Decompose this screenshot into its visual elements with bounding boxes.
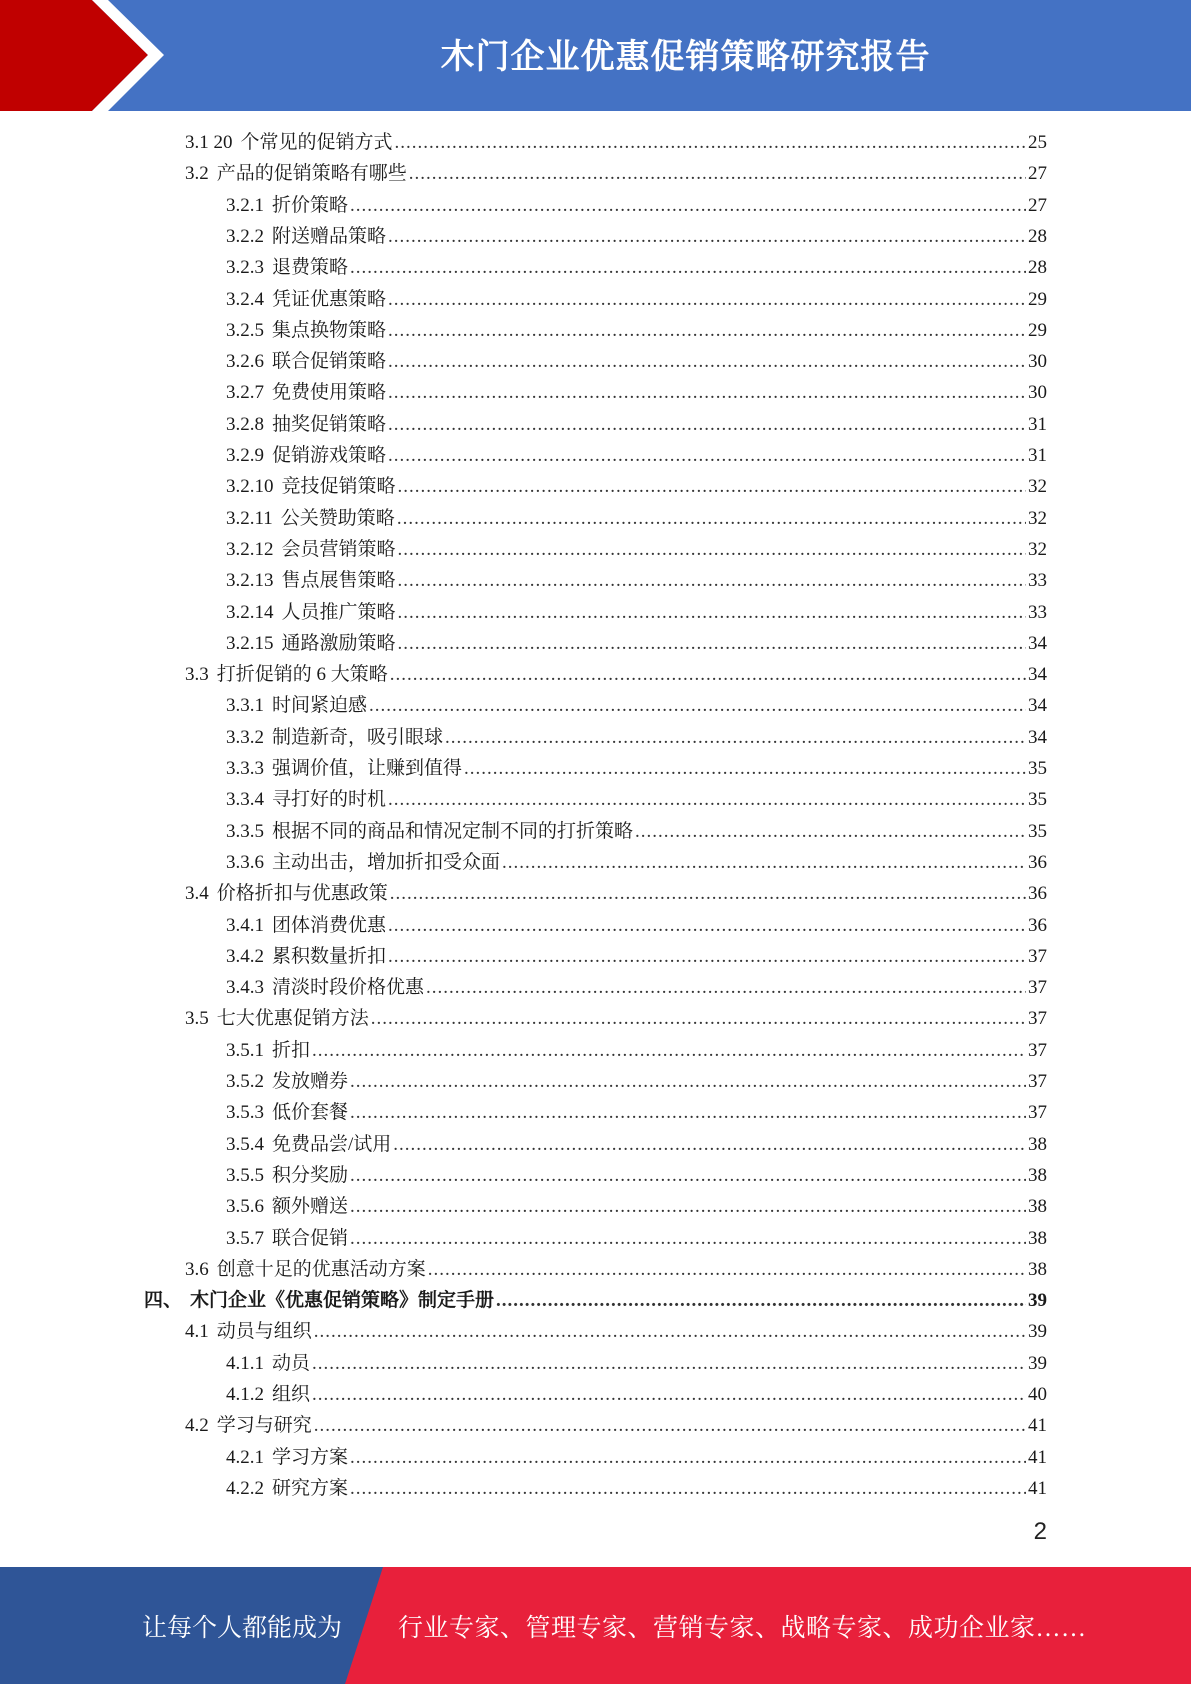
toc-entry-page: 35 (1028, 820, 1047, 842)
toc-dot-leader (350, 1191, 1026, 1222)
toc-entry-number: 4.2.1 (226, 1446, 264, 1468)
toc-entry[interactable] (226, 941, 1047, 972)
toc-entry-title: 主动出击，增加折扣受众面 (272, 851, 501, 873)
toc-entry-page: 36 (1028, 883, 1047, 905)
toc-entry-page: 41 (1028, 1415, 1047, 1437)
toc-entry-number: 3.5.3 (226, 1102, 264, 1124)
toc-entry-page: 41 (1028, 1446, 1047, 1468)
toc-dot-leader (314, 1316, 1026, 1347)
toc-entry-number: 4.1.2 (226, 1384, 264, 1405)
toc-entry-page: 37 (1028, 1039, 1047, 1061)
toc-entry-number: 3.4.2 (226, 945, 264, 967)
toc-dot-leader (312, 1379, 1026, 1410)
toc-entry[interactable] (226, 847, 1047, 878)
toc-entry[interactable] (226, 1066, 1047, 1097)
toc-dot-leader (388, 284, 1026, 315)
toc-dot-leader (388, 409, 1026, 440)
toc-entry-number: 3.5.6 (226, 1196, 264, 1218)
toc-entry-page: 38 (1028, 1133, 1047, 1155)
toc-entry-title: 联合促销 (272, 1227, 349, 1249)
toc-entry[interactable] (226, 597, 1047, 628)
toc-dot-leader (388, 221, 1026, 252)
toc-entry-page: 37 (1028, 1071, 1047, 1092)
toc-entry-number: 4.2.2 (226, 1477, 264, 1499)
toc-entry-title: 七大优惠促销方法 (216, 1008, 369, 1030)
toc-entry[interactable] (226, 1097, 1047, 1128)
toc-dot-leader (369, 690, 1026, 721)
toc-entry-title: 动员与组织 (216, 1321, 312, 1343)
toc-entry-page: 32 (1028, 476, 1047, 498)
toc-entry-number: 3.2.11 (226, 507, 273, 529)
toc-dot-leader (390, 659, 1026, 690)
toc-entry-page: 30 (1028, 351, 1047, 373)
toc-entry-title: 退费策略 (272, 257, 349, 279)
toc-entry[interactable] (226, 753, 1047, 784)
toc-entry-page: 41 (1028, 1477, 1047, 1499)
toc-entry[interactable] (185, 158, 1047, 189)
toc-dot-leader (314, 1410, 1026, 1441)
toc-entry-page: 27 (1028, 163, 1047, 185)
toc-dot-leader (350, 1097, 1026, 1128)
toc-dot-leader (397, 503, 1026, 534)
toc-entry-number: 3.2.8 (226, 413, 264, 435)
toc-entry-title: 寻打好的时机 (272, 789, 387, 811)
toc-entry-page: 33 (1028, 601, 1047, 623)
page-number: 2 (1033, 1518, 1047, 1545)
toc-entry[interactable] (226, 1379, 1047, 1410)
toc-entry-page: 25 (1028, 132, 1047, 153)
toc-dot-leader (371, 1003, 1026, 1034)
toc-entry-number: 3.2.12 (226, 538, 274, 560)
toc-entry-page: 31 (1028, 413, 1047, 435)
toc-entry[interactable] (226, 409, 1047, 440)
toc-entry[interactable] (226, 565, 1047, 596)
toc-entry[interactable] (144, 1285, 1047, 1316)
toc-entry-title: 附送赠品策略 (272, 225, 387, 247)
toc-entry-title: 组织 (272, 1384, 311, 1405)
toc-entry[interactable] (185, 1254, 1047, 1285)
toc-entry-number: 3.3 (185, 664, 209, 686)
toc-entry-title: 积分奖励 (272, 1164, 349, 1186)
toc-entry-title: 价格折扣与优惠政策 (216, 883, 388, 905)
toc-entry-page: 37 (1028, 977, 1047, 999)
toc-dot-leader (398, 565, 1026, 596)
toc-entry-title: 木门企业《优惠促销策略》制定手册 (190, 1290, 495, 1312)
footer-slogan-right: 行业专家、管理专家、营销专家、战略专家、成功企业家…… (398, 1614, 1087, 1642)
toc-entry[interactable] (226, 440, 1047, 471)
toc-dot-leader (350, 252, 1026, 283)
toc-entry[interactable] (226, 1191, 1047, 1222)
toc-entry[interactable] (226, 284, 1047, 315)
toc-dot-leader (350, 1066, 1026, 1097)
toc-dot-leader (388, 941, 1026, 972)
toc-entry[interactable] (226, 221, 1047, 252)
toc-entry-number: 3.3.6 (226, 851, 264, 873)
toc-entry-title: 联合促销策略 (272, 351, 387, 373)
toc-entry-title: 发放赠券 (272, 1071, 349, 1092)
toc-entry-number: 3.2.6 (226, 351, 264, 373)
toc-dot-leader (428, 1254, 1026, 1285)
toc-entry-number: 3.3.3 (226, 758, 264, 779)
toc-entry-number: 3.3.5 (226, 820, 264, 842)
toc-entry-title: 集点换物策略 (272, 319, 387, 341)
toc-entry-number: 3.2.2 (226, 225, 264, 247)
toc-entry-number: 四、 (144, 1290, 183, 1312)
toc-dot-leader (496, 1285, 1026, 1316)
toc-entry-page: 30 (1028, 382, 1047, 404)
toc-dot-leader (350, 1223, 1026, 1254)
toc-entry-number: 3.6 (185, 1258, 209, 1280)
toc-entry-page: 38 (1028, 1227, 1047, 1249)
toc-dot-leader (388, 784, 1026, 815)
toc-entry-page: 32 (1028, 538, 1047, 560)
toc-entry-number: 3.3.2 (226, 726, 264, 748)
toc-entry-number: 3.2.7 (226, 382, 264, 404)
toc-entry-title: 免费品尝/试用 (272, 1133, 392, 1155)
toc-dot-leader (388, 377, 1026, 408)
toc-entry-title: 人员推广策略 (281, 601, 396, 623)
toc-entry-number: 3.5 (185, 1008, 209, 1030)
toc-dot-leader (312, 1035, 1026, 1066)
toc-dot-leader (409, 158, 1026, 189)
toc-dot-leader (350, 1473, 1026, 1504)
toc-entry-title: 抽奖促销策略 (272, 413, 387, 435)
toc-entry-page: 33 (1028, 570, 1047, 592)
toc-entry-page: 37 (1028, 1102, 1047, 1124)
toc-entry[interactable] (226, 503, 1047, 534)
toc-entry-page: 35 (1028, 758, 1047, 779)
toc-entry-title: 免费使用策略 (272, 382, 387, 404)
toc-entry-page: 40 (1028, 1384, 1047, 1405)
toc-entry-number: 3.4.1 (226, 914, 264, 936)
toc-dot-leader (388, 315, 1026, 346)
toc-entry[interactable] (226, 315, 1047, 346)
toc-entry-page: 36 (1028, 914, 1047, 936)
toc-entry[interactable] (226, 910, 1047, 941)
toc-entry-number: 4.1.1 (226, 1352, 264, 1374)
toc-entry-number: 3.2.9 (226, 445, 264, 466)
toc-dot-leader (388, 910, 1026, 941)
toc-entry-page: 39 (1028, 1321, 1047, 1343)
toc-entry[interactable] (226, 190, 1047, 221)
toc-dot-leader (502, 847, 1026, 878)
toc-entry[interactable] (226, 628, 1047, 659)
toc-entry-title: 通路激励策略 (281, 632, 396, 654)
toc-entry-title: 根据不同的商品和情况定制不同的打折策略 (272, 820, 634, 842)
toc-entry-number: 3.2.4 (226, 288, 264, 310)
toc-entry-number: 3.2.14 (226, 601, 274, 623)
toc-entry-title: 个常见的促销方式 (240, 132, 393, 153)
toc-entry-page: 28 (1028, 257, 1047, 279)
footer-slogan-left: 让每个人都能成为 (142, 1614, 343, 1642)
toc-dot-leader (312, 1348, 1026, 1379)
toc-entry[interactable] (226, 252, 1047, 283)
toc-entry-number: 3.1 20 (185, 132, 233, 153)
toc-entry-number: 4.2 (185, 1415, 209, 1437)
toc-entry-title: 学习与研究 (216, 1415, 312, 1437)
toc-entry[interactable] (185, 1003, 1047, 1034)
toc-dot-leader (426, 972, 1026, 1003)
toc-dot-leader (350, 190, 1026, 221)
toc-entry-page: 28 (1028, 225, 1047, 247)
toc-entry-title: 学习方案 (272, 1446, 349, 1468)
toc-entry-page: 29 (1028, 288, 1047, 310)
toc-entry-page: 37 (1028, 1008, 1047, 1030)
toc-entry[interactable] (226, 1129, 1047, 1160)
toc-entry-page: 31 (1028, 445, 1047, 466)
toc-entry-number: 3.2.5 (226, 319, 264, 341)
toc-entry-title: 团体消费优惠 (272, 914, 387, 936)
toc-entry-title: 时间紧迫感 (272, 695, 368, 717)
toc-entry[interactable] (185, 1410, 1047, 1441)
toc-dot-leader (398, 597, 1026, 628)
toc-entry-title: 折价策略 (272, 194, 349, 216)
toc-dot-leader (464, 753, 1026, 784)
toc-entry-number: 3.2.15 (226, 632, 274, 654)
toc-entry-title: 售点展售策略 (281, 570, 396, 592)
toc-entry-number: 3.2.1 (226, 194, 264, 216)
toc-entry-number: 3.2.10 (226, 476, 274, 498)
toc-entry-title: 制造新奇，吸引眼球 (272, 726, 444, 748)
page-header (0, 0, 1191, 111)
toc-entry-number: 3.4.3 (226, 977, 264, 999)
toc-entry-title: 动员 (272, 1352, 311, 1374)
toc-dot-leader (398, 471, 1026, 502)
toc-entry[interactable] (185, 127, 1047, 158)
toc-entry-page: 38 (1028, 1258, 1047, 1280)
toc-dot-leader (388, 440, 1026, 471)
toc-entry[interactable] (226, 534, 1047, 565)
toc-entry-page: 32 (1028, 507, 1047, 529)
toc-entry-number: 3.3.4 (226, 789, 264, 811)
toc-dot-leader (390, 878, 1026, 909)
toc-entry-page: 29 (1028, 319, 1047, 341)
toc-entry[interactable] (226, 471, 1047, 502)
toc-dot-leader (350, 1442, 1026, 1473)
toc-entry-number: 4.1 (185, 1321, 209, 1343)
toc-entry-number: 3.2 (185, 163, 209, 185)
toc-entry-number: 3.2.3 (226, 257, 264, 279)
toc-entry-title: 公关赞助策略 (280, 507, 395, 529)
toc-dot-leader (398, 628, 1026, 659)
page-footer (0, 1567, 1191, 1684)
toc-entry-number: 3.2.13 (226, 570, 274, 592)
toc-entry[interactable] (226, 1348, 1047, 1379)
toc-entry-number: 3.3.1 (226, 695, 264, 717)
toc-entry-title: 产品的促销策略有哪些 (216, 163, 407, 185)
toc-entry[interactable] (226, 1035, 1047, 1066)
toc-entry-number: 3.5.5 (226, 1164, 264, 1186)
toc-entry[interactable] (185, 659, 1047, 690)
toc-entry-title: 促销游戏策略 (272, 445, 387, 466)
toc-entry-title: 折扣 (272, 1039, 311, 1061)
toc-entry-number: 3.4 (185, 883, 209, 905)
toc-entry-page: 37 (1028, 945, 1047, 967)
toc-entry-title: 竞技促销策略 (281, 476, 396, 498)
toc-entry-page: 34 (1028, 695, 1047, 717)
toc-entry-title: 清淡时段价格优惠 (272, 977, 425, 999)
toc-entry[interactable] (226, 784, 1047, 815)
toc-entry-title: 强调价值，让赚到值得 (272, 758, 463, 779)
toc-dot-leader (635, 816, 1026, 847)
toc-entry-title: 凭证优惠策略 (272, 288, 387, 310)
toc-entry-page: 39 (1028, 1352, 1047, 1374)
toc-entry[interactable] (226, 346, 1047, 377)
toc-entry[interactable] (226, 1442, 1047, 1473)
toc-entry[interactable] (226, 722, 1047, 753)
toc-entry-number: 3.5.1 (226, 1039, 264, 1061)
toc-entry-title: 创意十足的优惠活动方案 (216, 1258, 426, 1280)
toc-entry-page: 34 (1028, 632, 1047, 654)
toc-entry-title: 额外赠送 (272, 1196, 349, 1218)
toc-entry-number: 3.5.2 (226, 1071, 264, 1092)
toc-entry-page: 34 (1028, 664, 1047, 686)
toc-entry-page: 36 (1028, 851, 1047, 873)
toc-entry[interactable] (226, 972, 1047, 1003)
toc-entry[interactable] (226, 1473, 1047, 1504)
toc-dot-leader (388, 346, 1026, 377)
toc-dot-leader (393, 1129, 1026, 1160)
toc-entry-number: 3.5.7 (226, 1227, 264, 1249)
toc-entry-title: 会员营销策略 (281, 538, 396, 560)
toc-entry-page: 34 (1028, 726, 1047, 748)
toc-dot-leader (395, 127, 1026, 158)
document-title: 木门企业优惠促销策略研究报告 (440, 36, 931, 77)
toc-entry-page: 39 (1028, 1290, 1047, 1312)
toc-entry-title: 研究方案 (272, 1477, 349, 1499)
toc-entry-title: 打折促销的 6 大策略 (216, 664, 388, 686)
toc-dot-leader (398, 534, 1026, 565)
toc-entry[interactable] (185, 1316, 1047, 1347)
toc-entry-page: 35 (1028, 789, 1047, 811)
toc-entry-page: 38 (1028, 1164, 1047, 1186)
toc-entry-title: 低价套餐 (272, 1102, 349, 1124)
toc-entry-page: 27 (1028, 194, 1047, 216)
toc-entry[interactable] (185, 878, 1047, 909)
toc-dot-leader (350, 1160, 1026, 1191)
toc-entry[interactable] (226, 816, 1047, 847)
toc-entry-title: 累积数量折扣 (272, 945, 387, 967)
toc-entry-number: 3.5.4 (226, 1133, 264, 1155)
toc-entry[interactable] (226, 690, 1047, 721)
toc-entry-page: 38 (1028, 1196, 1047, 1218)
toc-entry[interactable] (226, 1223, 1047, 1254)
toc-entry[interactable] (226, 1160, 1047, 1191)
toc-entry[interactable] (226, 377, 1047, 408)
toc-dot-leader (445, 722, 1026, 753)
